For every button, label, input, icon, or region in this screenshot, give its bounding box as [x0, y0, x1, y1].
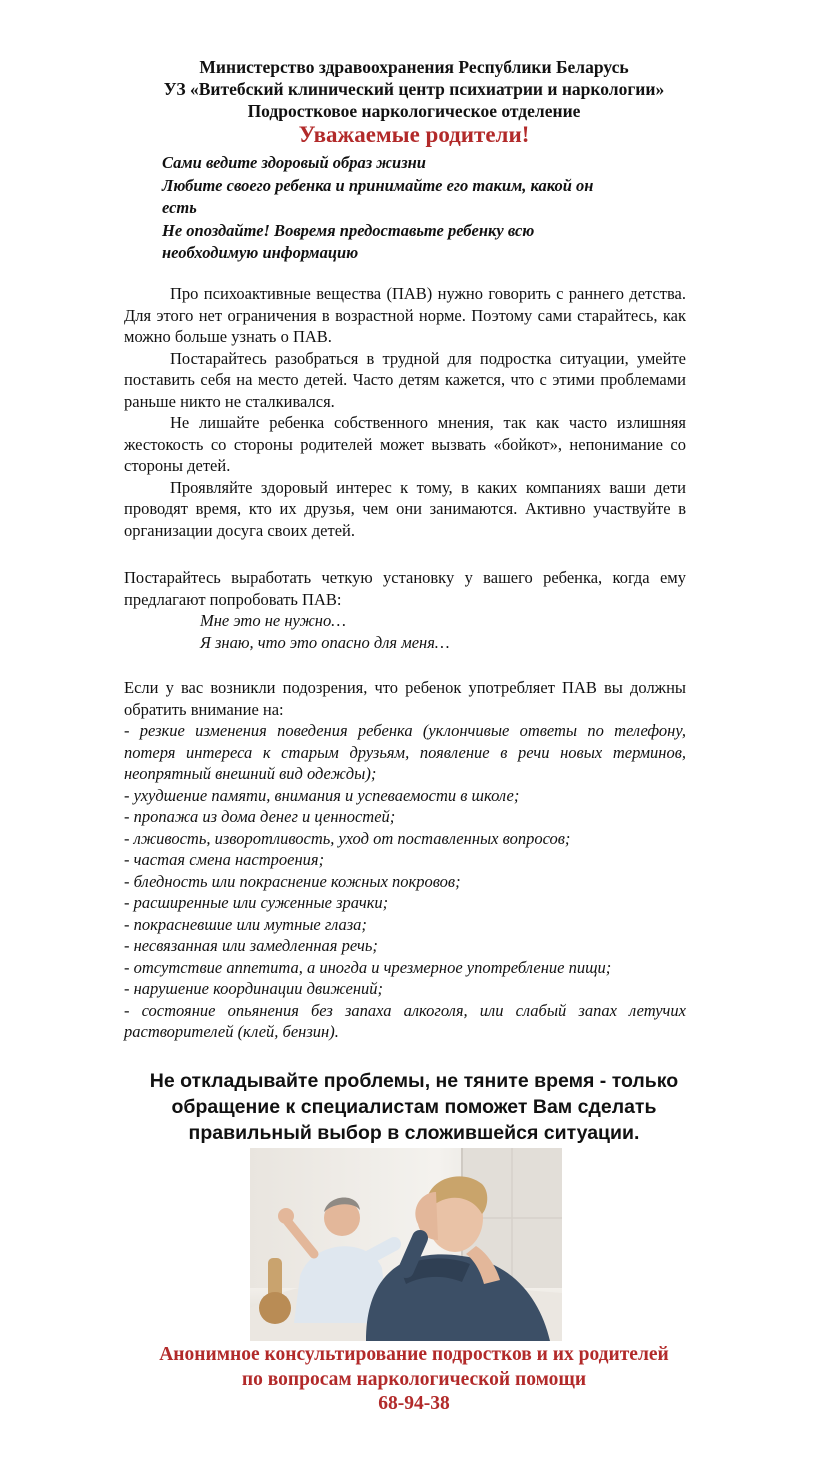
- contact-block: [150, 1343, 678, 1417]
- sign-item: - бледность или покраснение кожных покровов;: [124, 871, 461, 891]
- sign-item: - покрасневшие или мутные глаза;: [124, 914, 367, 934]
- motto: Сами ведите здоровый образ жизни: [162, 153, 426, 172]
- contact-phone[interactable]: 68-94-38: [378, 1393, 450, 1414]
- sign-item: - резкие изменения поведения ребенка (уклончивые ответы по телефону, потеря интереса к старым друзьям, появление в речи новых терминов, неопрятный внешний вид одежды);: [124, 721, 686, 783]
- mottos-block: [162, 152, 632, 265]
- sign-item: - расширенные или суженные зрачки;: [124, 893, 389, 912]
- advice-paragraph: Про психоактивные вещества (ПАВ) нужно говорить с раннего детства. Для этого нет ограничения в возрастной норме. Поэтому сами старайтесь, как можно больше узнать о ПАВ.: [124, 284, 686, 346]
- attitude-block: [124, 567, 686, 653]
- sign-item: - отсутствие аппетита, а иногда и чрезмерное употребление пищи;: [124, 957, 612, 977]
- sign-item: - ухудшение памяти, внимания и успеваемости в школе;: [124, 785, 520, 805]
- attitude-intro: Постарайтесь выработать четкую установку у вашего ребенка, когда ему предлагают попробовать ПАВ:: [124, 568, 686, 609]
- contact-line: по вопросам наркологической помощи: [241, 1368, 587, 1390]
- warning-signs-block: [124, 677, 686, 1043]
- advice-paragraph: Постарайтесь разобраться в трудной для подростка ситуации, умейте поставить себя на место детей. Часто детям кажется, что с этими проблемами раньше никто не сталкивался.: [124, 348, 686, 411]
- sign-item: - несвязанная или замедленная речь;: [124, 936, 378, 955]
- sign-item: - состояние опьянения без запаха алкоголя, или слабый запах летучих растворителей (клей, бензин).: [124, 1000, 686, 1041]
- attitude-phrase: Мне это не нужно…: [200, 611, 346, 630]
- sign-item: - лживость, изворотливость, уход от поставленных вопросов;: [124, 828, 571, 848]
- photo-illustration: [250, 1148, 562, 1341]
- ministry-name: Министерство здравоохранения Республики Беларусь: [199, 57, 629, 77]
- parent-teen-photo: [250, 1148, 562, 1341]
- attitude-phrase: Я знаю, что это опасно для меня…: [200, 632, 450, 652]
- greeting-title: Уважаемые родители!: [298, 122, 530, 147]
- contact-line: Анонимное консультирование подростков и их родителей: [159, 1344, 669, 1365]
- motto: Не опоздайте! Вовремя предоставьте ребенку всю необходимую информацию: [162, 220, 535, 262]
- advice-paragraphs: [124, 283, 686, 541]
- motto: Любите своего ребенка и принимайте его таким, какой он есть: [162, 175, 594, 217]
- call-to-action: Не откладывайте проблемы, не тяните время - только обращение к специалистам поможет Вам сделать правильный выбор в сложившейся ситуации.: [149, 1070, 679, 1144]
- institution-name: УЗ «Витебский клинический центр психиатрии и наркологии»: [163, 79, 665, 99]
- advice-paragraph: Не лишайте ребенка собственного мнения, так как часто излишняя жестокость со стороны родителей может вызвать «бойкот», непонимание со стороны детей.: [124, 413, 686, 475]
- sign-item: - нарушение координации движений;: [124, 979, 383, 998]
- advice-paragraph: Проявляйте здоровый интерес к тому, в каких компаниях ваши дети проводят время, кто их друзья, чем они занимаются. Активно участвуйте в организации досуга своих детей.: [124, 477, 686, 540]
- sign-item: - пропажа из дома денег и ценностей;: [124, 807, 396, 826]
- department-name: Подростковое наркологическое отделение: [247, 101, 581, 121]
- signs-intro: Если у вас возникли подозрения, что ребенок употребляет ПАВ вы должны обратить внимание на:: [124, 678, 686, 719]
- sign-item: - частая смена настроения;: [124, 850, 325, 869]
